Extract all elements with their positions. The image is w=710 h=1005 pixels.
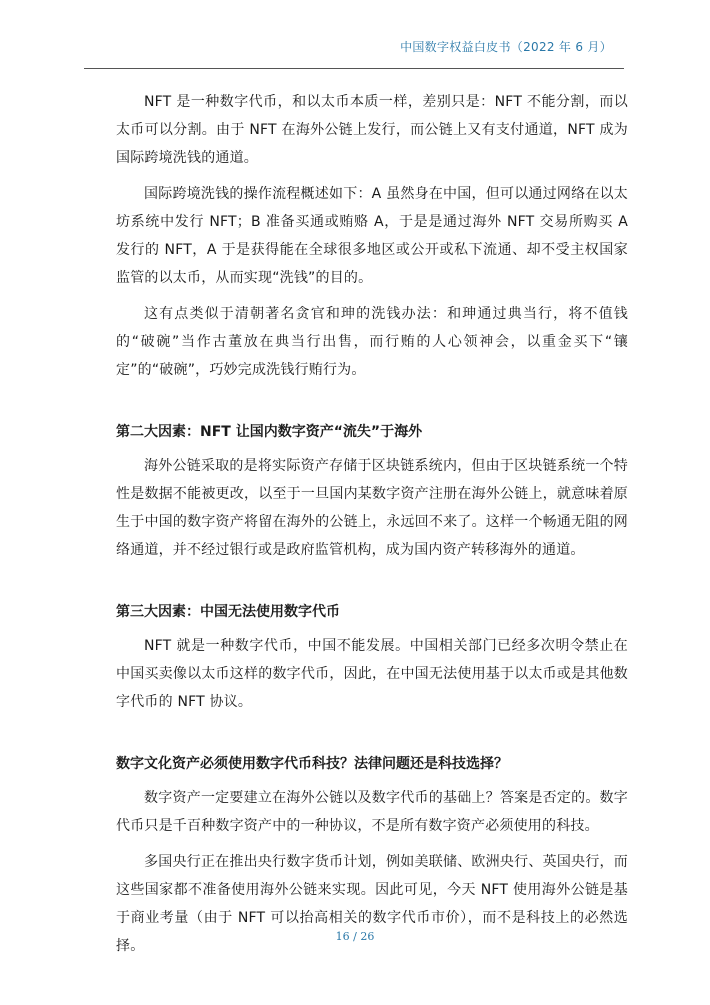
paragraph-assets-outflow: 海外公链采取的是将实际资产存储于区块链系统内，但由于区块链系统一个特性是数据不能被更改，以至于一旦国内某数字资产注册在海外公链上，就意味着原生于中国的数字资产将留在海外的公链上，永远回不来了。这样一个畅通无阻的网络通道，并不经过银行或是政府监管机构，成为国内资产转移海外的通道。	[116, 458, 628, 558]
paragraph-heshen-analogy: 这有点类似于清朝著名贪官和珅的洗钱办法：和珅通过典当行，将不值钱的“破碗”当作古董放在典当行出售，而行贿的人心领神会，以重金买下“镶定”的“破碗”，巧妙完成洗钱行贿行为。	[116, 306, 628, 378]
body-content	[116, 88, 628, 968]
paragraph-cbdc: 多国央行正在推出央行数字货币计划，例如美联储、欧洲央行、英国央行，而这些国家都不准备使用海外公链来实现。因此可见，今天 NFT 使用海外公链是基于商业考量（由于 NFT 可以抬高相关的数字代币市价），而不是科技上的必然选择。	[116, 854, 628, 954]
paragraph-nft-definition: NFT 是一种数字代币，和以太币本质一样，差别只是：NFT 不能分割，而以太币可以分割。由于 NFT 在海外公链上发行，而公链上又有支付通道，NFT 成为国际跨境洗钱的通道。	[116, 94, 628, 166]
section-heading-2: 第二大因素：NFT 让国内数字资产“流失”于海外	[116, 424, 423, 440]
section-heading-4: 数字文化资产必须使用数字代币科技？法律问题还是科技选择？	[116, 756, 508, 772]
page-number: 16 / 26	[335, 930, 375, 943]
running-header: 中国数字权益白皮书（2022 年 6 月）	[400, 40, 612, 54]
paragraph-token-ban: NFT 就是一种数字代币，中国不能发展。中国相关部门已经多次明令禁止在中国买卖像以太币这样的数字代币，因此，在中国无法使用基于以太币或是其他数字代币的 NFT 协议。	[116, 638, 628, 710]
paragraph-laundering-process: 国际跨境洗钱的操作流程概述如下：A 虽然身在中国，但可以通过网络在以太坊系统中发行 NFT；B 准备买通或贿赂 A，于是是通过海外 NFT 交易所购买 A 发行的 NFT，A 于是获得能在全球很多地区或公开或私下流通、却不受主权国家监管的以太币，从而实现“洗钱”的目的。	[116, 186, 628, 286]
section-heading-3: 第三大因素：中国无法使用数字代币	[116, 604, 340, 620]
header-divider	[84, 68, 624, 69]
paragraph-digital-assets-answer: 数字资产一定要建立在海外公链以及数字代币的基础上？答案是否定的。数字代币只是千百种数字资产中的一种协议，不是所有数字资产必须使用的科技。	[116, 790, 628, 834]
